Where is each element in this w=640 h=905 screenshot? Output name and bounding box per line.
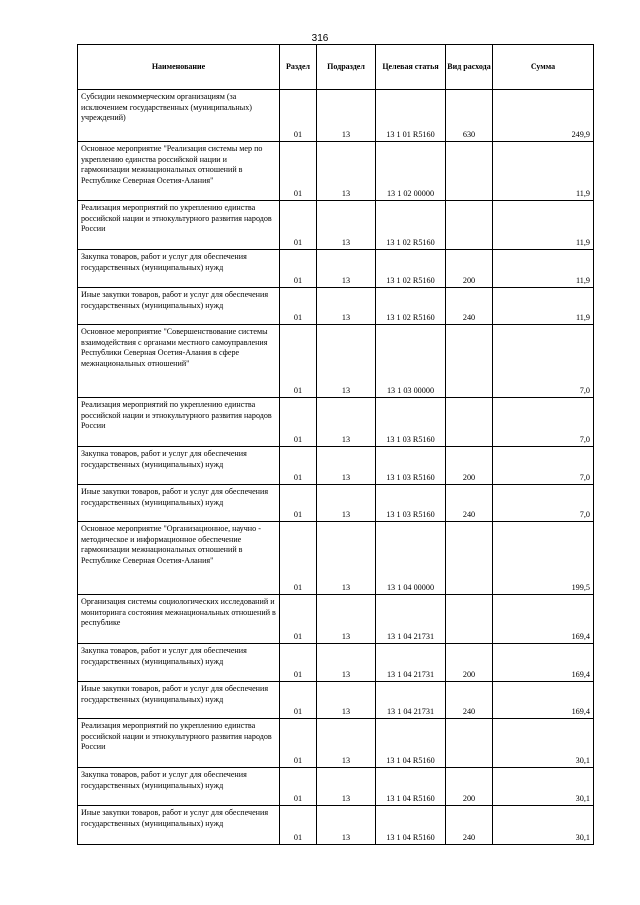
cell-expense-type xyxy=(446,719,493,768)
cell-section: 01 xyxy=(280,682,317,719)
cell-name: Организация системы социологических исследований и мониторинга состояния межнациональных отношений в республике xyxy=(78,595,280,644)
cell-subsection: 13 xyxy=(317,806,376,845)
cell-subsection: 13 xyxy=(317,522,376,595)
cell-target: 13 1 02 R5160 xyxy=(376,250,446,288)
table-row xyxy=(78,644,594,682)
header-section: Раздел xyxy=(280,45,317,90)
cell-target: 13 1 03 00000 xyxy=(376,325,446,398)
page-number: 316 xyxy=(311,33,329,44)
cell-amount: 7,0 xyxy=(493,398,594,447)
table-row xyxy=(78,719,594,768)
cell-name: Закупка товаров, работ и услуг для обеспечения государственных (муниципальных) нужд xyxy=(78,447,280,485)
cell-name: Реализация мероприятий по укреплению единства российской нации и этнокультурного развития народов России xyxy=(78,398,280,447)
cell-expense-type xyxy=(446,595,493,644)
cell-name: Закупка товаров, работ и услуг для обеспечения государственных (муниципальных) нужд xyxy=(78,250,280,288)
cell-name: Иные закупки товаров, работ и услуг для обеспечения государственных (муниципальных) нужд xyxy=(78,288,280,325)
table-row xyxy=(78,325,594,398)
cell-target: 13 1 03 R5160 xyxy=(376,398,446,447)
table-row xyxy=(78,201,594,250)
cell-amount: 30,1 xyxy=(493,806,594,845)
cell-amount: 249,9 xyxy=(493,90,594,142)
table-row xyxy=(78,682,594,719)
cell-expense-type: 240 xyxy=(446,806,493,845)
cell-name: Реализация мероприятий по укреплению единства российской нации и этнокультурного развития народов России xyxy=(78,201,280,250)
table-row xyxy=(78,90,594,142)
cell-subsection: 13 xyxy=(317,447,376,485)
cell-expense-type xyxy=(446,325,493,398)
cell-target: 13 1 02 00000 xyxy=(376,142,446,201)
table-row xyxy=(78,522,594,595)
cell-expense-type xyxy=(446,398,493,447)
cell-expense-type xyxy=(446,142,493,201)
cell-expense-type: 200 xyxy=(446,644,493,682)
cell-section: 01 xyxy=(280,288,317,325)
cell-subsection: 13 xyxy=(317,485,376,522)
cell-amount: 169,4 xyxy=(493,682,594,719)
table-row xyxy=(78,768,594,806)
cell-section: 01 xyxy=(280,644,317,682)
cell-section: 01 xyxy=(280,90,317,142)
table-row xyxy=(78,447,594,485)
table-header xyxy=(78,45,594,90)
cell-expense-type: 240 xyxy=(446,682,493,719)
cell-subsection: 13 xyxy=(317,719,376,768)
cell-target: 13 1 04 00000 xyxy=(376,522,446,595)
table-row xyxy=(78,485,594,522)
cell-section: 01 xyxy=(280,325,317,398)
cell-target: 13 1 04 21731 xyxy=(376,682,446,719)
cell-name: Иные закупки товаров, работ и услуг для обеспечения государственных (муниципальных) нужд xyxy=(78,682,280,719)
cell-expense-type: 200 xyxy=(446,250,493,288)
cell-subsection: 13 xyxy=(317,398,376,447)
table-row xyxy=(78,288,594,325)
cell-expense-type xyxy=(446,201,493,250)
cell-section: 01 xyxy=(280,719,317,768)
cell-section: 01 xyxy=(280,398,317,447)
cell-target: 13 1 01 R5160 xyxy=(376,90,446,142)
cell-expense-type: 240 xyxy=(446,288,493,325)
cell-subsection: 13 xyxy=(317,768,376,806)
table-body xyxy=(78,90,594,845)
cell-expense-type: 630 xyxy=(446,90,493,142)
header-name: Наименование xyxy=(78,45,280,90)
header-target: Целевая статья xyxy=(376,45,446,90)
cell-section: 01 xyxy=(280,250,317,288)
header-row xyxy=(78,45,594,90)
cell-name: Основное мероприятие "Совершенствование системы взаимодействия с органами местного самоуправления Республики Северная Осетия-Алания в сфере межнациональных отношений" xyxy=(78,325,280,398)
table-row xyxy=(78,398,594,447)
cell-subsection: 13 xyxy=(317,595,376,644)
cell-amount: 7,0 xyxy=(493,447,594,485)
cell-amount: 199,5 xyxy=(493,522,594,595)
cell-subsection: 13 xyxy=(317,142,376,201)
cell-subsection: 13 xyxy=(317,288,376,325)
cell-amount: 169,4 xyxy=(493,644,594,682)
header-amount: Сумма xyxy=(493,45,594,90)
cell-amount: 30,1 xyxy=(493,719,594,768)
cell-section: 01 xyxy=(280,485,317,522)
cell-target: 13 1 03 R5160 xyxy=(376,485,446,522)
cell-section: 01 xyxy=(280,522,317,595)
table-row xyxy=(78,806,594,845)
cell-target: 13 1 04 R5160 xyxy=(376,719,446,768)
cell-name: Основное мероприятие "Реализация системы мер по укреплению единства российской нации и гармонизации межнациональных отношений в Республике Северная Осетия-Алания" xyxy=(78,142,280,201)
cell-section: 01 xyxy=(280,142,317,201)
header-expense-type: Вид расхода xyxy=(446,45,493,90)
cell-amount: 11,9 xyxy=(493,201,594,250)
cell-name: Субсидии некоммерческим организациям (за исключением государственных (муниципальных) учреждений) xyxy=(78,90,280,142)
cell-target: 13 1 04 21731 xyxy=(376,644,446,682)
cell-name: Закупка товаров, работ и услуг для обеспечения государственных (муниципальных) нужд xyxy=(78,644,280,682)
cell-name: Реализация мероприятий по укреплению единства российской нации и этнокультурного развития народов России xyxy=(78,719,280,768)
cell-subsection: 13 xyxy=(317,201,376,250)
cell-amount: 30,1 xyxy=(493,768,594,806)
cell-target: 13 1 02 R5160 xyxy=(376,288,446,325)
cell-amount: 11,9 xyxy=(493,288,594,325)
cell-subsection: 13 xyxy=(317,644,376,682)
cell-section: 01 xyxy=(280,447,317,485)
table-row xyxy=(78,142,594,201)
cell-target: 13 1 03 R5160 xyxy=(376,447,446,485)
cell-expense-type: 240 xyxy=(446,485,493,522)
cell-name: Иные закупки товаров, работ и услуг для обеспечения государственных (муниципальных) нужд xyxy=(78,485,280,522)
cell-name: Основное мероприятие "Организационное, научно - методическое и информационное обеспечение гармонизации межнациональных отношений в Республике Северная Осетия-Алания" xyxy=(78,522,280,595)
cell-expense-type: 200 xyxy=(446,768,493,806)
budget-table xyxy=(77,44,594,845)
cell-section: 01 xyxy=(280,806,317,845)
cell-target: 13 1 04 R5160 xyxy=(376,768,446,806)
cell-target: 13 1 04 21731 xyxy=(376,595,446,644)
cell-amount: 7,0 xyxy=(493,485,594,522)
header-subsection: Подраздел xyxy=(317,45,376,90)
cell-expense-type xyxy=(446,522,493,595)
cell-amount: 11,9 xyxy=(493,250,594,288)
cell-section: 01 xyxy=(280,595,317,644)
cell-expense-type: 200 xyxy=(446,447,493,485)
cell-subsection: 13 xyxy=(317,325,376,398)
table-row xyxy=(78,250,594,288)
cell-amount: 7,0 xyxy=(493,325,594,398)
cell-target: 13 1 04 R5160 xyxy=(376,806,446,845)
cell-subsection: 13 xyxy=(317,90,376,142)
cell-target: 13 1 02 R5160 xyxy=(376,201,446,250)
cell-section: 01 xyxy=(280,201,317,250)
cell-subsection: 13 xyxy=(317,250,376,288)
cell-amount: 11,9 xyxy=(493,142,594,201)
table-row xyxy=(78,595,594,644)
cell-subsection: 13 xyxy=(317,682,376,719)
cell-amount: 169,4 xyxy=(493,595,594,644)
cell-name: Закупка товаров, работ и услуг для обеспечения государственных (муниципальных) нужд xyxy=(78,768,280,806)
cell-section: 01 xyxy=(280,768,317,806)
cell-name: Иные закупки товаров, работ и услуг для обеспечения государственных (муниципальных) нужд xyxy=(78,806,280,845)
